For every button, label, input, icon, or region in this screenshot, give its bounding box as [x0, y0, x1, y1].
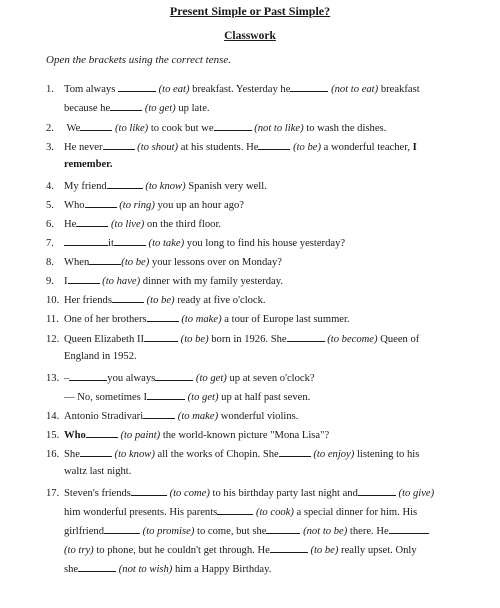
exercise-item-17-cont-4: she (not to wish) him a Happy Birthday. [64, 564, 272, 575]
exercise-item-3-cont: remember. [64, 159, 113, 170]
answer-blank[interactable] [110, 101, 142, 111]
exercise-item-15: 15. Who (to paint) the world-known picture "Mona Lisa"? [46, 430, 330, 441]
answer-blank[interactable] [287, 332, 325, 342]
answer-blank[interactable] [107, 179, 143, 189]
answer-blank[interactable] [214, 121, 252, 131]
exercise-item-17-cont-3: (to try) to phone, but he couldn't get through. He (to be) really upset. Only [64, 545, 417, 556]
exercise-item-2: 2. We (to like) to cook but we (not to like) to wash the dishes. [46, 123, 387, 134]
answer-blank[interactable] [118, 82, 156, 92]
answer-blank[interactable] [68, 274, 100, 284]
answer-blank[interactable] [103, 140, 135, 150]
answer-blank[interactable] [104, 524, 140, 534]
answer-blank[interactable] [147, 312, 179, 322]
exercise-item-8: 8. When (to be) your lessons over on Monday? [46, 257, 282, 268]
exercise-item-14: 14. Antonio Stradivari (to make) wonderful violins. [46, 411, 299, 422]
answer-blank[interactable] [131, 486, 167, 496]
answer-blank[interactable] [76, 217, 108, 227]
exercise-item-17-cont-1: him wonderful presents. His parents (to cook) a special dinner for him. His [64, 507, 418, 518]
exercise-item-9: 9. I (to have) dinner with my family yesterday. [46, 276, 284, 287]
answer-blank[interactable] [69, 371, 107, 381]
answer-blank[interactable] [217, 505, 253, 515]
answer-blank[interactable] [78, 562, 116, 572]
exercise-item-16: 16. She (to know) all the works of Chopin. She (to enjoy) listening to his [46, 449, 420, 460]
answer-blank[interactable] [144, 332, 178, 342]
answer-blank[interactable] [147, 390, 185, 400]
answer-blank[interactable] [155, 371, 193, 381]
exercise-item-3: 3. He never (to shout) at his students. He (to be) a wonderful teacher, I [46, 142, 417, 153]
exercise-item-1-cont: because he (to get) up late. [64, 103, 210, 114]
instruction: Open the brackets using the correct tense. [46, 54, 232, 66]
section-title: Classwork [224, 30, 276, 42]
answer-blank[interactable] [64, 236, 108, 246]
exercise-item-13: 13. – you always (to get) up at seven o'clock? [46, 373, 315, 384]
answer-blank[interactable] [258, 140, 290, 150]
exercise-item-17: 17. Steven's friends (to come) to his birthday party last night and (to give) [46, 488, 435, 499]
answer-blank[interactable] [143, 409, 175, 419]
exercise-item-4: 4. My friend (to know) Spanish very well. [46, 181, 267, 192]
answer-blank[interactable] [266, 524, 300, 534]
answer-blank[interactable] [358, 486, 396, 496]
exercise-item-1: 1. Tom always (to eat) breakfast. Yesterday he (not to eat) breakfast [46, 84, 420, 95]
answer-blank[interactable] [80, 121, 112, 131]
answer-blank[interactable] [89, 255, 121, 265]
answer-blank[interactable] [290, 82, 328, 92]
exercise-item-11: 11. One of her brothers (to make) a tour of Europe last summer. [46, 314, 350, 325]
exercise-item-5: 5. Who (to ring) you up an hour ago? [46, 200, 245, 211]
page-title: Present Simple or Past Simple? [169, 4, 331, 18]
answer-blank[interactable] [279, 447, 311, 457]
answer-blank[interactable] [80, 447, 112, 457]
exercise-item-7: 7. it (to take) you long to find his house yesterday? [46, 238, 346, 249]
answer-blank[interactable] [85, 198, 117, 208]
exercise-item-6: 6. He (to live) on the third floor. [46, 219, 222, 230]
exercise-item-10: 10. Her friends (to be) ready at five o'clock. [46, 295, 266, 306]
answer-blank[interactable] [389, 524, 429, 534]
answer-blank[interactable] [112, 293, 144, 303]
exercise-item-16-cont: waltz last night. [64, 466, 132, 477]
exercise-item-17-cont-2: girlfriend (to promise) to come, but she (not to be) there. He [64, 524, 429, 538]
exercise-item-12: 12. Queen Elizabeth II (to be) born in 1926. She (to become) Queen of [46, 334, 420, 345]
answer-blank[interactable] [114, 236, 146, 246]
exercise-item-12-cont: England in 1952. [64, 351, 137, 362]
exercise-item-13-cont: — No, sometimes I (to get) up at half past seven. [64, 392, 311, 403]
answer-blank[interactable] [270, 543, 308, 553]
answer-blank[interactable] [86, 428, 118, 438]
